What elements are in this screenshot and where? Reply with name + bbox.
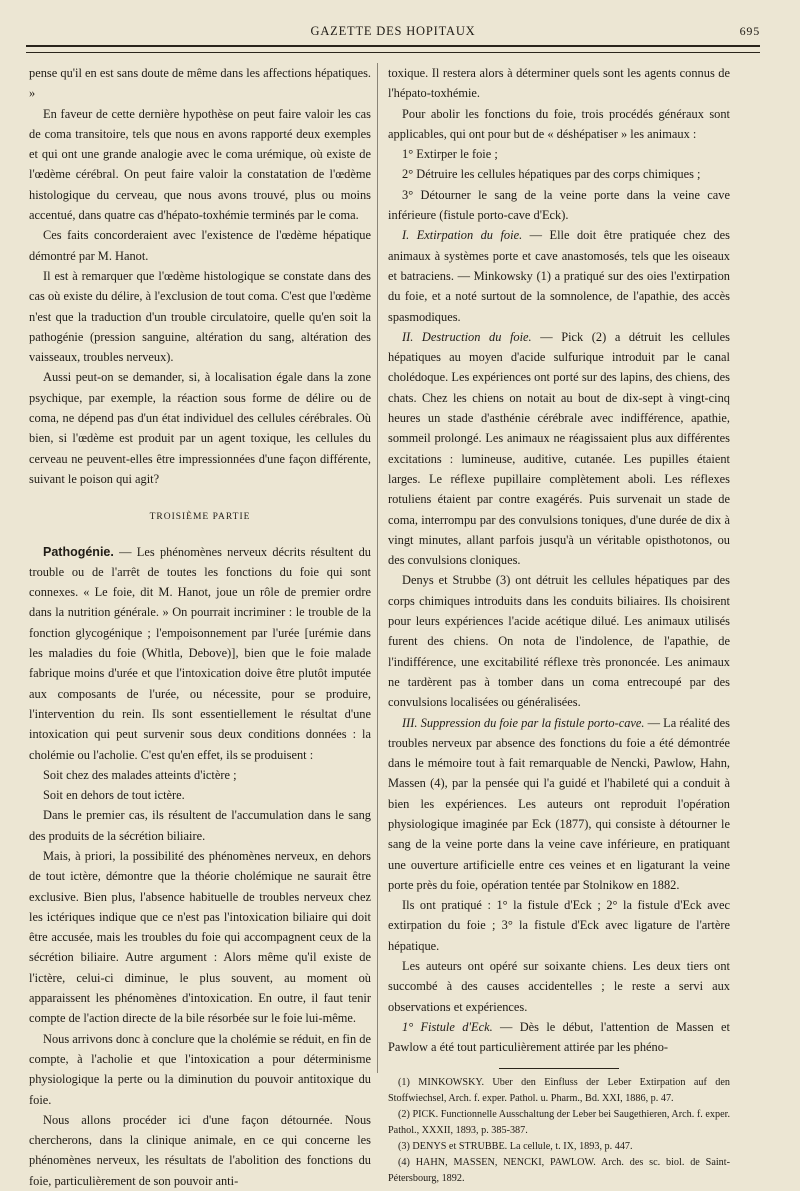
paragraph-suppression [388, 713, 730, 896]
column-divider [377, 63, 378, 1073]
right-column [388, 63, 730, 1187]
paragraph-extirpation [388, 225, 730, 326]
running-head [26, 20, 760, 42]
paragraph-body: — Pick (2) a détruit les cellules hépatiques au moyen d'acide sulfurique introduit par le canal cholédoque. Les expériences ont porté sur des lapins, des chiens, des chats. Chez les chiens on notait au bout de dix-sept à vingt-cinq heures un stade d'asthénie cérébrale avec indifférence, apathie, sommeil prolongé. Les animaux ne réagissaient plus aux différentes excitations : lumineuse, auditive, cutanée. Les pupilles étaient larges. Le réflexe pupillaire complètement aboli. Les réflexes rotuliens étaient par contre exagérés. Puis survenait un stade de coma, interrompu par des convulsions toniques, d'une durée de dix à vingt minutes, allant parfois jusqu'à un véritable opisthotonos, ou des convulsions cloniques. [388, 329, 730, 568]
footnote: (1) MINKOWSKY. Uber den Einfluss der Leber Extirpation auf den Stoffwiechsel, Arch. f. exper. Pathol. u. Pharm., Bd. XXI, 1886, p. 47. [388, 1076, 730, 1104]
paragraph-body: — Les phénomènes nerveux décrits résultent du trouble ou de l'arrêt de toutes les fonctions du foie qui sont connexes. « Le foie, dit M. Hanot, joue un rôle de premier ordre dans la nutrition générale. » On pourrait incriminer : le trouble de la fonction glycogénique ; l'empoisonnement par l'urée [urémie dans les maladies du foie (Whitla, Debove)], bien que le foie malade fabrique moins d'urée et que l'intoxication doive être plutôt imputée aux composants de l'urée, ou nécessite, pour se produire, l'intervention du rein. Ils sont essentiellement le résultat d'une intoxication qui peut survenir sous deux conditions données : la cholémie ou l'acholie. C'est qu'en effet, ils se produisent : [29, 544, 371, 762]
paragraph: toxique. Il restera alors à déterminer quels sont les agents connus de l'hépato-toxhémie. [388, 66, 730, 101]
paragraph: Denys et Strubbe (3) ont détruit les cellules hépatiques par des corps chimiques introduits dans les conduits biliaires. Ils choisirent pour leurs expériences l'acide acétique dilué. Les animaux utilisés furent des chiens. On nota de l'indolence, de l'apathie, de l'indifférence, une excitabilité réflexe très prononcée. Les animaux ne tardèrent pas à tomber dans un coma entrecoupé par des convulsions localisées ou généralisées. [388, 573, 730, 710]
paragraph: Il est à remarquer que l'œdème histologique se constate dans des cas où existe du délire, à l'exclusion de tout coma. C'est que l'œdème n'est que la traduction d'un trouble circulatoire, quelle qu'en soit la pathogénie (pression sanguine, altération du sang, altération des vaisseaux, troubles nerveux). [29, 268, 371, 365]
paragraph: Nous allons procéder ici d'une façon détournée. Nous chercherons, dans la clinique animale, en ce qui concerne les phénomènes nerveux, les résultats de l'abolition des fonctions du foie, particulièrement de son pouvoir anti- [29, 1112, 371, 1188]
paragraph: Dans le premier cas, ils résultent de l'accumulation dans le sang des produits de la sécrétion biliaire. [29, 808, 371, 843]
paragraph: Pour abolir les fonctions du foie, trois procédés généraux sont applicables, qui ont pour but de « déshépatiser » les animaux : [388, 106, 730, 141]
paragraph-lead: I. Extirpation du foie. [402, 228, 523, 243]
header-rule-thick [26, 45, 760, 47]
paragraph: Ils ont pratiqué : 1° la fistule d'Eck ; 2° la fistule d'Eck avec extirpation du foie ; 3° la fistule d'Eck avec ligature de l'artère hépatique. [388, 898, 730, 953]
footnote-rule [499, 1068, 619, 1069]
journal-title: GAZETTE DES HOPITAUX [310, 24, 476, 38]
paragraph: pense qu'il en est sans doute de même dans les affections hépatiques. » [29, 66, 371, 101]
paragraph-body: — Elle doit être pratiquée chez des animaux à systèmes porte et cave anastomosés, tels que les oiseaux et batraciens. — Minkowsky (1) a pratiqué sur des oies l'extirpation du foie, et a noté surtout de la somnolence, de l'apathie, des accès spasmodiques. [388, 228, 730, 324]
paragraph-lead: II. Destruction du foie. [402, 329, 532, 344]
paragraph: En faveur de cette dernière hypothèse on peut faire valoir les cas de coma transitoire, tels que nous en avons rapporté deux exemples et qui ont une grande analogie avec le coma urémique, où existe de l'œdème cérébral. On peut faire valoir la constatation de l'œdème histologique du cerveau, que nous avons trouvé, plus ou moins accentué, dans quatre cas d'hépato-toxhémie terminés par le coma. [29, 106, 371, 223]
paragraph-fistule [388, 1017, 730, 1058]
footnote: (4) HAHN, MASSEN, NENCKI, PAWLOW. Arch. des sc. biol. de Saint-Pétersbourg, 1892. [388, 1156, 730, 1184]
list-item: 3° Détourner le sang de la veine porte dans la veine cave inférieure (fistule porto-cave d'Eck). [388, 187, 730, 223]
section-title: TROISIÈME PARTIE [149, 512, 251, 523]
paragraph-destruction [388, 327, 730, 571]
page-number: 695 [739, 24, 760, 38]
paragraph-body: — Dès le début, l'attention de Massen et Pawlow a été tout particulièrement attirée par les phéno- [388, 1019, 730, 1055]
paragraph-body: — La réalité des troubles nerveux par absence des fonctions du foie a été démontrée dans le mémoire tout à fait remarquable de Nencki, Pawlow, Hahn, Massen (4), par la pensée qui l'a guidé et l'habileté qui a conduit à bien les expériences. Les auteurs ont reproduit l'opération physiologique imaginée par Eck (1877), qui consiste à détourner le sang de la veine porte dans la veine cave inférieure, en pratiquant une ouverture artificielle entre ces veines et en ligaturant la veine porte près du foie, opération tentée par Stolnikow en 1882. [388, 715, 730, 892]
list-item: 1° Extirper le foie ; [402, 147, 498, 162]
paragraph: Mais, à priori, la possibilité des phénomènes nerveux, en dehors de tout ictère, démontre que la théorie cholémique ne saurait être exclusive. Bien plus, l'absence habituelle de troubles nerveux chez les ictériques indique que ce n'est pas l'intoxication biliaire qui doit être accusée, mais les troubles du foie qui accompagnent ceux de la sécrétion biliaire. Autre argument : Alors même qu'il existe de l'ictère, celui-ci diminue, le plus souvent, au moment où apparaissent les phénomènes d'intoxication. En outre, il faut tenir compte de l'action directe de la bile résorbée sur le foie lui-même. [29, 848, 371, 1026]
paragraph-lead: Pathogénie. [43, 544, 114, 559]
header-rule-thin [26, 52, 760, 53]
footnotes [388, 1075, 730, 1187]
paragraph-lead: 1° Fistule d'Eck. [402, 1019, 493, 1034]
paragraph: Soit chez des malades atteints d'ictère ; [43, 767, 237, 782]
left-column [29, 63, 371, 1191]
paragraph: Ces faits concorderaient avec l'existence de l'œdème hépatique démontré par M. Hanot. [29, 228, 371, 263]
paragraph: Nous arrivons donc à conclure que la cholémie se réduit, en fin de compte, à l'acholie et que l'intoxication a pour déterminisme physiologique la perte ou la diminution du pouvoir antitoxique du foie. [29, 1031, 371, 1107]
paragraph-pathogenie [29, 542, 371, 765]
footnote: (2) PICK. Functionnelle Ausschaltung der Leber bei Saugethieren, Arch. f. exper. Pathol., XXXII, 1893, p. 385-387. [388, 1108, 730, 1136]
paragraph: Soit en dehors de tout ictère. [43, 788, 185, 803]
footnote: (3) DENYS et STRUBBE. La cellule, t. IX, 1893, p. 447. [398, 1140, 633, 1152]
paragraph: Les auteurs ont opéré sur soixante chiens. Les deux tiers ont succombé à des causes accidentelles ; le reste a servi aux observations et expériences. [388, 959, 730, 1014]
list-item: 2° Détruire les cellules hépatiques par des corps chimiques ; [402, 167, 701, 182]
paragraph: Aussi peut-on se demander, si, à localisation égale dans la zone psychique, par exemple, la réaction sous forme de délire ou de coma, ne dépend pas d'un état individuel des cellules cérébrales. Où bien, si l'œdème est produit par un agent toxique, les cellules du cerveau ne peuvent-elles être impressionnées d'une façon différente, suivant le poison qui agit? [29, 370, 371, 486]
paragraph-lead: III. Suppression du foie par la fistule porto-cave. [402, 715, 645, 730]
